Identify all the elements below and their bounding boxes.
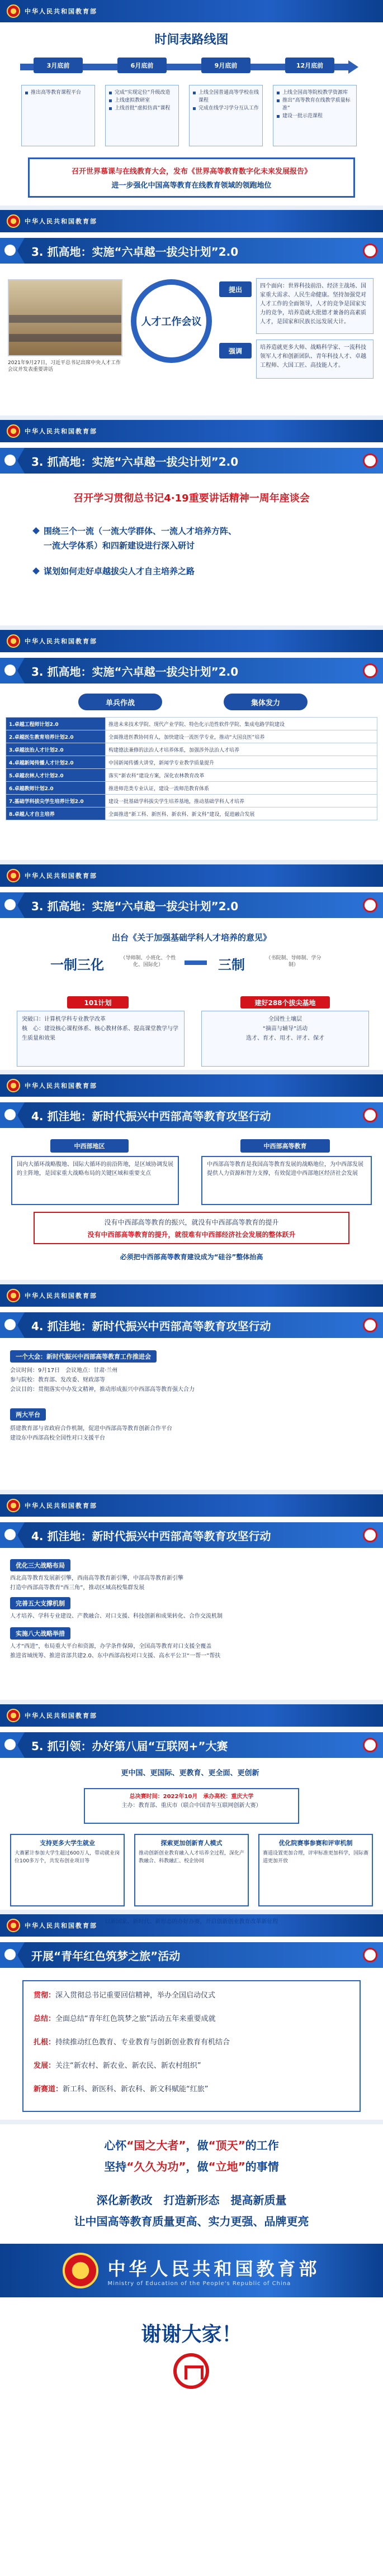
photo-caption: 2021年9月27日，习近平总书记出席中央人才工作会议并发表重要讲话: [8, 360, 121, 372]
column-card: [258, 1834, 373, 1906]
ministry-name: 中华人民共和国教育部: [25, 1922, 97, 1929]
text-part: “国之大者”: [126, 2139, 186, 2152]
month-label: 3月底前: [34, 58, 83, 73]
flag-icon: [0, 892, 25, 918]
body-line: 会议目的：贯彻落实中办发文精神，推动形成振兴中西部高等教育强大合力: [10, 1387, 195, 1393]
timeline-item: 上线全国高等院校教学资源库: [277, 89, 353, 97]
item-key: 贯彻：: [34, 1991, 56, 2000]
slide-symposium: [0, 420, 383, 630]
timeline-item: 上线首批“虚拟仿真”课程: [109, 104, 175, 112]
national-emblem-icon: [7, 869, 20, 882]
slide-plan-table: [0, 630, 383, 864]
item-value: 持续推动红色教育、专业教育与创新创业教育有机结合: [55, 2038, 230, 2047]
column-body: 大赛累计参加大学生超过600万人，带动就业岗位100多万个，共发布创业项目等: [15, 1851, 120, 1864]
plan-name: 6.卓越教师计划2.0: [6, 782, 106, 795]
section-title-text: 4. 抓洼地：新时代振兴中西部高等教育攻坚行动: [31, 1109, 271, 1123]
item-key: 发展：: [34, 2062, 56, 2070]
item-value: 全面总结“青年红色筑梦之旅”活动五年来重要成就: [55, 2015, 216, 2023]
closing-line: [0, 2158, 383, 2174]
section-title-text: 3. 抓高地：实施“六卓越一拔尖计划”2.0: [31, 245, 239, 259]
section-title-text: 3. 抓高地：实施“六卓越一拔尖计划”2.0: [31, 455, 239, 469]
timeline-item: 建设一批示范课程: [277, 112, 353, 120]
column-title: 支持更多大学生就业: [40, 1839, 95, 1847]
section-body: [10, 1574, 373, 1593]
section-title: [0, 892, 383, 918]
tag-emphasize: 强调: [219, 343, 252, 359]
column-title: 优化院赛事参赛和评审机制: [278, 1839, 353, 1847]
closing-line: 让中国高等教育质量更高、实力更强、品牌更亮: [74, 2215, 309, 2228]
national-emblem-icon: [7, 1079, 20, 1092]
journey-item: [34, 2084, 347, 2095]
conference-banner: [28, 157, 355, 198]
body-line: 会议时间：9月17日 会议地点：甘肃·兰州: [10, 1368, 118, 1374]
national-emblem-icon: [7, 214, 20, 228]
text-part: 心怀: [104, 2139, 127, 2152]
plan-desc: 推进未来技术学院、现代产业学院、特色化示范性软件学院、集成电路学院建设: [106, 718, 377, 730]
plan-desc: 全面推进“新工科、新医科、新农科、新文科”建设，促进融合发展: [106, 807, 377, 820]
ministry-name: 中华人民共和国教育部: [25, 638, 97, 645]
section-title-text: 5. 抓引领：办好第八届“互联网+”大赛: [31, 1739, 228, 1753]
plan-desc: 落实“新农科”建设方案，深化农林教育改革: [106, 769, 377, 782]
banner-line: 进一步强化中国高等教育在线教育领域的领跑地位: [111, 181, 272, 190]
bullet-continuation: 一流大学体系）和四新建设进行深入研讨: [44, 541, 195, 551]
timeline-card: [105, 85, 179, 146]
plan-desc: 全面推进医教协同育人，加快建设一流医学专业，推动“大国良医”培养: [106, 730, 377, 743]
table-row: [6, 718, 377, 730]
statement-line: 没有中西部高等教育的振兴，就没有中西部高等教育的提升: [104, 1218, 279, 1226]
ministry-header: [0, 1284, 383, 1307]
ministry-english: Ministry of Education of the People's Republic of China: [107, 2280, 291, 2287]
slide-midwest-2: [0, 1284, 383, 1494]
contest-info: [84, 1788, 299, 1824]
logo-seal-icon: [173, 2353, 209, 2389]
section-label: 实施八大战略举措: [10, 1627, 70, 1640]
national-emblem-icon: [7, 634, 20, 648]
text-part: “立地”: [208, 2160, 245, 2173]
flag-icon: [0, 1522, 25, 1548]
ministry-header: [0, 420, 383, 442]
body-line: 推进省域统筹、推进省部共建2.0、东中西部高校对口支援、高水平公卫“一帮一”帮扶: [10, 1653, 221, 1659]
red-tab-101: 101计划: [67, 996, 129, 1009]
section-label: 完善五大支撑机制: [10, 1597, 70, 1609]
flag-icon: [0, 1732, 25, 1758]
section-title: [0, 1942, 383, 1968]
column-body: 推动创新创业教育融入人才培养全过程，深化产教融合、科教融汇、校企协同: [139, 1851, 245, 1864]
ministry-name: 中华人民共和国教育部: [25, 1502, 97, 1509]
head-midwest-he: 中西部高等教育: [240, 1139, 330, 1153]
body-line: 搭建教育部与省政府合作机制，促进中西部高等教育创新合作平台: [10, 1426, 172, 1432]
ministry-name: 中华人民共和国教育部: [25, 428, 97, 435]
table-row: [6, 782, 377, 795]
base-box: 全国性土壤层 “摘苗与辅导”活动 选才、育才、用才、评才、保才: [201, 1011, 369, 1067]
national-emblem-icon: [7, 1499, 20, 1512]
red-tab-base: 建好288个拔尖基地: [240, 996, 330, 1009]
section-title: [0, 448, 383, 474]
section-body: [10, 1612, 373, 1621]
banner-line: 召开世界慕课与在线教育大会，发布《世界高等教育数字化未来发展报告》: [71, 168, 311, 176]
section-title: [0, 1102, 383, 1128]
bullet-point: 围绕三个一流（一流大学群体、一流人才培养方阵、: [44, 524, 237, 538]
slide-talent-meeting: [0, 210, 383, 420]
slide-internet-plus: [0, 1704, 383, 1914]
ministry-name: 中华人民共和国教育部: [25, 872, 97, 880]
plan-name: 4.卓越新闻传播人才计划2.0: [6, 756, 106, 769]
ministry-header: [0, 210, 383, 232]
table-row: [6, 795, 377, 807]
bullet-point: 谋划如何走好卓越拔尖人才自主培养之路: [44, 564, 195, 579]
timeline-card: [21, 85, 95, 146]
plan-name: 3.卓越法治人才计划2.0: [6, 743, 106, 756]
head-midwest: 中西部地区: [50, 1139, 129, 1153]
timeline-card: [273, 85, 357, 146]
midwest-box: 国内大循环战略腹地、国际大循环的前沿阵地，是区域协调发展的主阵地，是国家重大战略布局的关键区域和重要支点: [11, 1156, 179, 1205]
statement-line: 没有中西部高等教育的提升，就很难有中西部经济社会发展的整体跃升: [87, 1231, 296, 1239]
item-value: 深入贯彻总书记重要回信精神，举办全国启动仪式: [55, 1991, 216, 2000]
plan-name: 1.卓越工程师计划2.0: [6, 718, 106, 730]
closing-line: [0, 2137, 383, 2153]
timeline-item: 推出高等教育课程平台: [25, 89, 91, 97]
info-line: 总决赛时间：2022年10月 承办高校：重庆大学: [129, 1794, 254, 1800]
flag-icon: [0, 1942, 25, 1968]
item-key: 总结：: [34, 2015, 56, 2023]
table-row: [6, 769, 377, 782]
tag-propose: 提出: [219, 281, 252, 297]
ministry-banner: [0, 2244, 383, 2297]
month-label: 6月底前: [117, 58, 167, 73]
slide-basic-discipline: [0, 864, 383, 1074]
journey-item: [34, 2037, 347, 2048]
left-detail: （导师制、小班化、个性化、国际化）: [120, 955, 176, 968]
plan-desc: 推进师范类专业认证，建设一流师范教育体系: [106, 782, 377, 795]
badge-icon: [363, 1318, 377, 1332]
section-label: 两大平台: [10, 1408, 46, 1421]
text-part: “久久为功”: [126, 2160, 186, 2173]
body-line: 参与院校：教育部、发改委、财政部等: [10, 1377, 105, 1383]
arrow-connector: [185, 960, 207, 965]
body-line: 西北高等教育发展新引擎，西南高等教育新引擎，中部高等教育新引擎: [10, 1575, 183, 1581]
item-value: 新工科、新医科、新农科、新文科赋能“红旅”: [63, 2085, 209, 2094]
national-emblem-icon: [63, 2253, 98, 2288]
section-title: [0, 658, 383, 684]
column-title: 探索更加创新育人模式: [160, 1839, 223, 1847]
timeline-item: 完成在线学习学分互认工作: [193, 104, 259, 112]
info-line: 主办：教育部、重庆市（联合中国青年互联网创新大赛）: [121, 1803, 262, 1809]
right-heading: 三制: [218, 957, 245, 973]
midwest-he-box: 中西部高等教育是我国高等教育发展的战略地位，为中西部发展提供人力资源和智力支撑，有效促进中西部地区经济社会发展: [201, 1156, 372, 1205]
plan-desc: 构建德法兼修的法治人才培养体系，加强涉外法治人才培养: [106, 743, 377, 756]
slide-timeline: [0, 0, 383, 210]
timeline-item: 完成“实现定位”升级改造: [109, 89, 175, 97]
statement-box: [34, 1212, 349, 1244]
national-emblem-icon: [7, 4, 20, 18]
plan-table: [6, 717, 377, 820]
contest-motto: 更中国、更国际、更教育、更全面、更创新: [121, 1769, 259, 1777]
section-body: [10, 1366, 373, 1394]
closing-line: 深化新教改 打造新形态 提高新质量: [96, 2193, 287, 2207]
column-body: 赛道设置更加合理，评审标准更加科学，国际赛道更加开放: [263, 1851, 369, 1864]
journey-item: [34, 2014, 347, 2025]
badge-icon: [363, 1948, 377, 1962]
badge-icon: [363, 453, 377, 468]
plan-name: 7.基础学科拔尖学生培养计划2.0: [6, 795, 106, 807]
badge-icon: [363, 243, 377, 258]
meeting-photo: [8, 279, 122, 356]
text-part: 的事情: [245, 2160, 279, 2173]
ring-label: 人才工作会议: [141, 316, 202, 328]
body-line: 打造中西部高等教育“西三角”，推动区域高校集群发展: [10, 1585, 145, 1591]
section-title: [0, 1312, 383, 1338]
column-card: [134, 1834, 249, 1906]
badge-icon: [363, 663, 377, 678]
slide-midwest-3: [0, 1494, 383, 1704]
item-key: 新赛道：: [34, 2085, 63, 2094]
plan-desc: 建设一批基础学科拔尖学生培养基地，推动基础学科人才培养: [106, 795, 377, 807]
ministry-name: 中华人民共和国教育部: [25, 1082, 97, 1089]
propose-box: 四个面向：世界科技前沿、经济主战场、国家重大需求、人民生命健康。坚持加强党对人才工作的全面领导，人才的竞争是国家实力的竞争，培养造就大批德才兼备的高素质人才，是国家和民族长远发展大计。: [256, 278, 373, 334]
flag-icon: [0, 1102, 25, 1128]
table-row: [6, 756, 377, 769]
section-label: 一个大会：新时代振兴中西部高等教育工作推进会: [10, 1350, 157, 1363]
plan-name: 8.卓越人才自主培养: [6, 807, 106, 820]
body-line: 人才培养、学科专业建设、产教融合、对口支援、科技创新和成果转化、合作交流机制: [10, 1613, 223, 1619]
flag-icon: [0, 658, 25, 684]
policy-title: 出台《关于加强基础学科人才培养的意见》: [111, 933, 271, 943]
table-row: [6, 807, 377, 820]
thanks-text: 谢谢大家！: [141, 2323, 242, 2346]
ministry-name: 中华人民共和国教育部: [107, 2258, 320, 2279]
text-part: “顶天”: [208, 2139, 245, 2152]
table-row: [6, 730, 377, 743]
right-detail: （书院制、导师制、学分制）: [266, 955, 321, 968]
emphasize-box: 培养造就更多大师、战略科学家、一流科技领军人才和创新团队、青年科技人才、卓越工程师、大国工匠、高技能人才。: [256, 340, 373, 379]
pill-solo: 单兵作战: [78, 694, 162, 710]
body-line: 建设东中西部高校全国性对口支援平台: [10, 1435, 105, 1441]
section-body: [10, 1424, 373, 1443]
section-title-text: 开展“青年红色筑梦之旅”活动: [31, 1949, 181, 1963]
text-part: 坚持: [104, 2160, 127, 2173]
body-line: 人才“西进”，布局重大平台和资源，办学条件保障，全国高等教育对口支援全覆盖: [10, 1643, 212, 1650]
section-title: [0, 1522, 383, 1548]
ministry-header: [0, 1704, 383, 1727]
national-emblem-icon: [7, 1709, 20, 1722]
section-label: 优化三大战略布局: [10, 1559, 70, 1571]
table-row: [6, 743, 377, 756]
plan-desc: 中国新闻传播大讲堂，新闻学专业教学质量提升: [106, 756, 377, 769]
national-emblem-icon: [7, 424, 20, 438]
symposium-subtitle: 召开学习贯彻总书记4·19重要讲话精神一周年座谈会: [73, 493, 310, 504]
national-emblem-icon: [7, 1289, 20, 1302]
text-part: 的工作: [245, 2139, 279, 2152]
badge-icon: [363, 1738, 377, 1752]
section-title: [0, 1732, 383, 1758]
item-value: 关注“新农村、新农业、新农民、新农村组织”: [55, 2062, 201, 2070]
ministry-name: 中华人民共和国教育部: [25, 8, 97, 15]
flag-icon: [0, 1312, 25, 1338]
flag-icon: [0, 448, 25, 474]
text-part: ，做: [186, 2160, 209, 2173]
badge-icon: [363, 898, 377, 912]
flag-icon: [0, 238, 25, 264]
left-heading: 一制三化: [50, 957, 104, 973]
text-part: ，做: [186, 2139, 209, 2152]
slide-midwest-1: [0, 1074, 383, 1284]
ministry-header: [0, 1074, 383, 1097]
ministry-header: [0, 1494, 383, 1517]
plan-name: 2.卓越医生教育培养计划2.0: [6, 730, 106, 743]
ministry-name: 中华人民共和国教育部: [25, 218, 97, 225]
timeline-card: [189, 85, 263, 146]
timeline-item: 上线虚拟教研室: [109, 97, 175, 104]
bottom-note: 必须把中西部高等教育建设成为“硅谷”整体抬高: [120, 1253, 263, 1261]
prev-bottom-note: 以新国家、新时代、新形态的办好办赛，开启创新创业教育改革新征程: [105, 1919, 278, 1925]
item-key: 扎根：: [34, 2038, 56, 2047]
section-title: [0, 238, 383, 264]
month-label: 12月底前: [285, 58, 334, 73]
ministry-header: [0, 0, 383, 22]
section-title-text: 4. 抓洼地：新时代振兴中西部高等教育攻坚行动: [31, 1319, 271, 1333]
journey-item: [34, 1990, 347, 2001]
section-title-text: 3. 抓高地：实施“六卓越一拔尖计划”2.0: [31, 899, 239, 913]
slide-red-journey: [0, 1914, 383, 2124]
journey-item: [34, 2061, 347, 2072]
ministry-header: [0, 864, 383, 887]
column-card: [10, 1834, 125, 1906]
timeline-item: 上线全国普通高等学校在线课程: [193, 89, 259, 104]
pill-collective: 集体发力: [224, 694, 308, 710]
badge-icon: [363, 1108, 377, 1122]
section-body: [10, 1642, 373, 1661]
plan-101-box: 突破口：计算机学科专业教学改革 核 心：建设核心课程体系、核心教材体系、提高课堂教学与学生质量和效果: [17, 1011, 185, 1067]
slide-title: 时间表路线图: [154, 33, 229, 47]
badge-icon: [363, 1528, 377, 1542]
section-title-text: 4. 抓洼地：新时代振兴中西部高等教育攻坚行动: [31, 1529, 271, 1543]
month-label: 9月底前: [201, 58, 250, 73]
slide-closing: [0, 2124, 383, 2394]
meeting-ring: [131, 279, 212, 363]
section-title-text: 3. 抓高地：实施“六卓越一拔尖计划”2.0: [31, 665, 239, 678]
ministry-name: 中华人民共和国教育部: [25, 1712, 97, 1719]
ministry-header: [0, 630, 383, 652]
plan-name: 5.卓越农林人才计划2.0: [6, 769, 106, 782]
ministry-name: 中华人民共和国教育部: [25, 1292, 97, 1299]
timeline-item: 推出“高等教育在线教学质量标准”: [277, 97, 353, 112]
